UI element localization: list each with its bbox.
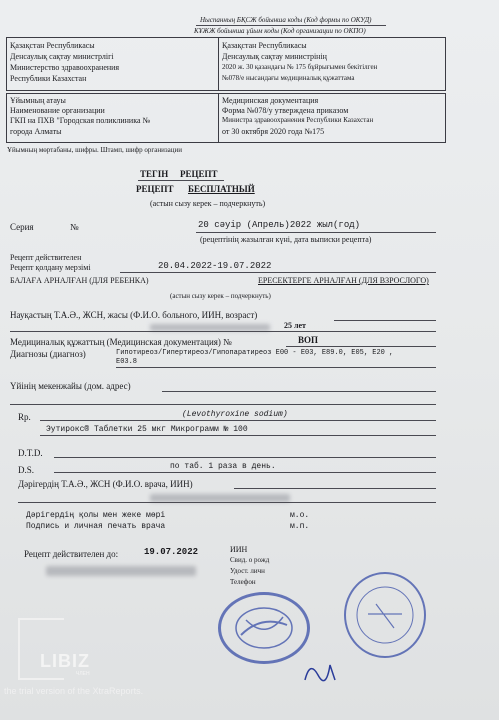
rp-line-1 (40, 420, 436, 421)
title-underline-1 (138, 180, 224, 181)
address-label: Үйінің мекенжайы (дом. адрес) (10, 381, 131, 391)
rp-line-2 (40, 435, 436, 436)
doctor-line-2 (18, 502, 436, 503)
title-recept-kz: РЕЦЕПТ (180, 169, 218, 179)
rp-drug: Эутирокс® Таблетки 25 мкг Микрограмм № 100 (46, 425, 248, 434)
med-doc-label: Медициналық құжаттың (Медицинская документация) № (10, 337, 232, 347)
series-number-label: № (70, 222, 79, 232)
ministry-kz-1: Қазақстан Республикасы (10, 41, 95, 50)
seal-mp: м.п. (290, 522, 310, 531)
clinic-stamp-icon (218, 592, 310, 664)
id-card-label: Удост. личн (230, 567, 265, 575)
dtd-label: D.T.D. (18, 448, 43, 458)
series-label: Серия (10, 222, 34, 232)
diagnosis-value-2: E03.8 (116, 358, 138, 366)
okud-line (196, 25, 386, 26)
iin-label: ИИН (230, 545, 248, 554)
okud-code-label: Ныспанның БҚСЖ бойынша коды (Код формы по ОКУД) (200, 16, 372, 24)
org-label-kz: Ұйымның атауы (10, 96, 66, 105)
ministry-kz-2: Денсаулық сақтау министрлігі (10, 52, 114, 61)
valid-until-value: 19.07.2022 (144, 547, 199, 557)
doctor-name-redacted (150, 494, 290, 502)
validity-label-kz: Рецепт қолдану мерзімі (10, 263, 91, 272)
diagnosis-value-1: Гипотиреоз/Гипертиреоз/Гипопаратиреоз E00 - E03, E89.0, E05, E20 , (116, 349, 394, 357)
patient-age: 25 лет (284, 321, 306, 330)
dtd-line (54, 457, 436, 458)
signature-icon (300, 655, 340, 685)
form-date: от 30 октября 2020 года №175 (222, 127, 325, 136)
title-note: (астын сызу керек – подчеркнуть) (150, 199, 266, 208)
trial-watermark: the trial version of the XtraReports. (4, 686, 144, 696)
okpo-code-label: КҰЖЖ бойынша ұйым коды (Код организации по ОКПО) (194, 27, 366, 35)
title-tegin: ТЕГІН (140, 169, 169, 179)
org-name-1: ГКП на ПХВ "Городская поликлиника № (10, 116, 151, 125)
ministry-box-divider (218, 37, 219, 91)
patient-name-redacted (150, 324, 270, 331)
for-adult-label: ЕРЕСЕКТЕРГЕ АРНАЛҒАН (ДЛЯ ВЗРОСЛОГО) (258, 276, 429, 285)
ministry-ru-1: Министерство здравоохранения (10, 63, 120, 72)
for-child-label: БАЛАҒА АРНАЛҒАН (ДЛЯ РЕБЕНКА) (10, 276, 149, 285)
form-number: Форма №078/у утверждена приказом (222, 106, 349, 115)
doctor-line-1 (234, 488, 436, 489)
order-kz-2: Денсаулық сақтау министрінің (222, 52, 327, 61)
validity-line (120, 272, 436, 273)
ministry-ru-2: Республики Казахстан (10, 74, 87, 83)
ds-line (54, 472, 436, 473)
doctor-stamp-icon (344, 572, 426, 658)
libiz-logo-sub: ЧЛЕН (76, 671, 90, 677)
ds-label: D.S. (18, 465, 35, 475)
ds-value: по таб. 1 раза в день. (170, 462, 276, 471)
order-kz-3: 2020 ж. 30 қазандағы № 175 бұйрығымен бекітілген (222, 63, 378, 71)
patient-label: Науқастың Т.А.Ә., ЖСН, жасы (Ф.И.О. больного, ИИН, возраст) (10, 310, 258, 320)
patient-line-1 (334, 320, 436, 321)
valid-until-label: Рецепт действителен до: (24, 549, 119, 559)
org-name-2: города Алматы (10, 127, 62, 136)
birth-cert-label: Свид. о рожд (230, 556, 270, 564)
form-doc-label: Медицинская документация (222, 96, 319, 105)
doctor-label: Дәрігердің Т.А.Ә., ЖСН (Ф.И.О. врача, ИИН) (18, 479, 193, 489)
bottom-redacted (46, 566, 196, 576)
order-kz-1: Қазақстан Республикасы (222, 41, 307, 50)
seal-mo: м.о. (290, 511, 310, 520)
child-adult-caption: (астын сызу керек – подчеркнуть) (170, 292, 271, 300)
title-recept-ru: РЕЦЕПТ (136, 184, 174, 194)
diagnosis-label: Диагнозы (диагноз) (10, 349, 86, 359)
rp-label: Rp. (18, 412, 31, 422)
validity-value: 20.04.2022-19.07.2022 (158, 261, 272, 271)
rp-latin-name: (Levothyroxine sodium) (182, 410, 288, 419)
med-doc-line (286, 346, 436, 347)
address-line-2 (10, 404, 436, 405)
address-line-1 (162, 391, 436, 392)
issue-date-value: 20 сәуір (Апрель)2022 жыл(год) (198, 220, 361, 230)
signature-label-ru: Подпись и личная печать врача (26, 522, 166, 531)
order-kz-4: №078/е нысандағы медициналық құжаттама (222, 74, 355, 82)
phone-label: Телефон (230, 578, 256, 586)
stamp-cipher-label: Ұйымның мөртабаны, шифры. Штамп, шифр организации (7, 146, 182, 154)
libiz-logo: LIBIZ (40, 651, 90, 671)
organization-box-divider (218, 93, 219, 143)
validity-label-ru: Рецепт действителен (10, 253, 82, 262)
patient-line-2 (10, 331, 436, 332)
signature-label-kz: Дәрігердің қолы мен жеке мөрі (26, 511, 166, 520)
issue-date-caption: (рецептінің жазылған күні, дата выписки рецепта) (200, 235, 372, 244)
diagnosis-line (116, 367, 436, 368)
med-doc-value: ВОП (298, 335, 319, 345)
issue-date-line (196, 232, 436, 233)
form-ministry: Министра здравоохранения Республики Казахстан (222, 116, 374, 124)
org-label-ru: Наименование организации (10, 106, 105, 115)
title-free: БЕСПЛАТНЫЙ (188, 184, 255, 194)
